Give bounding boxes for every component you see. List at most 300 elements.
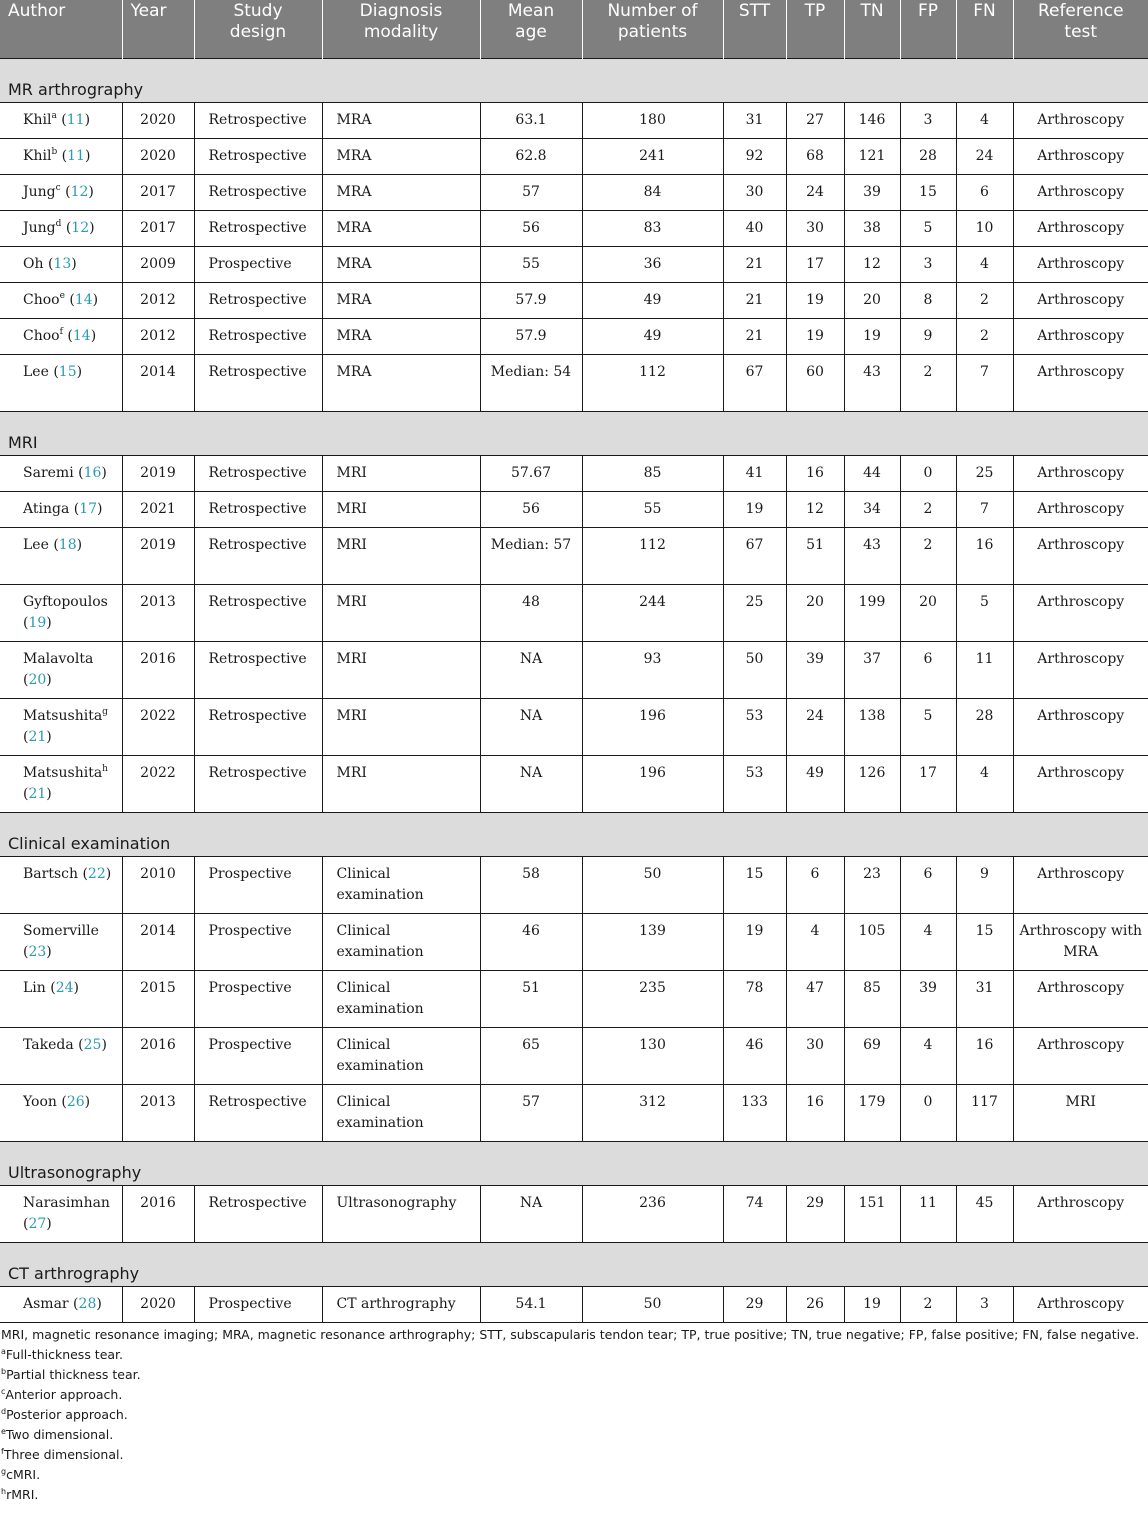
cell-tp: 4 [786, 913, 844, 970]
cell-year: 2019 [122, 455, 194, 491]
cell-fn: 4 [956, 246, 1013, 282]
author-name: Malavolta [23, 650, 94, 667]
author-name: Yoon [23, 1093, 57, 1110]
cell-reference-test: Arthroscopy [1013, 102, 1148, 138]
cell-diagnosis-modality: MRI [322, 698, 480, 755]
cell-author: Jung$^d$ (12) [0, 210, 122, 246]
cell-stt: 67 [723, 354, 786, 411]
cell-author: Atinga (17) [0, 491, 122, 527]
author-name: Bartsch [23, 865, 78, 882]
cell-fp: 28 [900, 138, 956, 174]
cell-stt: 19 [723, 491, 786, 527]
reference-link[interactable]: 21 [28, 785, 47, 802]
cell-reference-test: Arthroscopy [1013, 584, 1148, 641]
cell-number-of-patients: 49 [582, 282, 723, 318]
cell-diagnosis-modality: MRA [322, 102, 480, 138]
cell-diagnosis-modality: Clinical examination [322, 1084, 480, 1141]
cell-mean-age: NA [480, 1185, 582, 1242]
cell-fn: 6 [956, 174, 1013, 210]
reference-link[interactable]: 25 [83, 1036, 102, 1053]
cell-mean-age: 62.8 [480, 138, 582, 174]
section-row [0, 58, 1148, 102]
cell-year: 2016 [122, 1185, 194, 1242]
author-name: Somerville [23, 922, 99, 939]
header-number-of-patients: Number of patients [582, 0, 723, 58]
footnote-mark: h [1, 1486, 7, 1496]
cell-fn: 16 [956, 527, 1013, 584]
reference-link[interactable]: 11 [67, 147, 85, 164]
cell-fn: 5 [956, 584, 1013, 641]
cell-tp: 47 [786, 970, 844, 1027]
cell-stt: 40 [723, 210, 786, 246]
header-author: Author [0, 0, 122, 58]
cell-number-of-patients: 235 [582, 970, 723, 1027]
cell-tn: 34 [844, 491, 900, 527]
cell-stt: 21 [723, 282, 786, 318]
cell-mean-age: 55 [480, 246, 582, 282]
cell-stt: 21 [723, 318, 786, 354]
cell-tn: 19 [844, 1286, 900, 1322]
cell-mean-age: 48 [480, 584, 582, 641]
cell-author: Choo$^e$ (14) [0, 282, 122, 318]
table-row [0, 455, 1148, 491]
table-row [0, 318, 1148, 354]
cell-tn: 151 [844, 1185, 900, 1242]
cell-year: 2012 [122, 318, 194, 354]
header-stt: STT [723, 0, 786, 58]
cell-reference-test: Arthroscopy [1013, 138, 1148, 174]
cell-tn: 44 [844, 455, 900, 491]
cell-tn: 69 [844, 1027, 900, 1084]
footnote-marker: g [102, 706, 108, 717]
cell-tp: 49 [786, 755, 844, 812]
cell-tp: 27 [786, 102, 844, 138]
cell-fp: 2 [900, 491, 956, 527]
cell-fp: 0 [900, 455, 956, 491]
cell-diagnosis-modality: MRI [322, 755, 480, 812]
cell-study-design: Retrospective [194, 1084, 322, 1141]
cell-fp: 4 [900, 1027, 956, 1084]
footnote-mark: a [1, 1346, 6, 1356]
table-row [0, 102, 1148, 138]
cell-diagnosis-modality: Clinical examination [322, 1027, 480, 1084]
cell-reference-test: Arthroscopy with MRA [1013, 913, 1148, 970]
cell-study-design: Retrospective [194, 210, 322, 246]
cell-mean-age: 56 [480, 491, 582, 527]
cell-tn: 38 [844, 210, 900, 246]
cell-diagnosis-modality: MRA [322, 354, 480, 411]
reference-link[interactable]: 24 [55, 979, 74, 996]
cell-stt: 50 [723, 641, 786, 698]
cell-tn: 121 [844, 138, 900, 174]
reference-link[interactable]: 14 [72, 327, 91, 344]
cell-study-design: Retrospective [194, 138, 322, 174]
author-name: Choo [23, 291, 60, 308]
cell-stt: 29 [723, 1286, 786, 1322]
section-row [0, 411, 1148, 455]
cell-author: Takeda (25) [0, 1027, 122, 1084]
cell-year: 2020 [122, 138, 194, 174]
cell-stt: 25 [723, 584, 786, 641]
cell-number-of-patients: 112 [582, 527, 723, 584]
cell-number-of-patients: 83 [582, 210, 723, 246]
cell-diagnosis-modality: MRI [322, 491, 480, 527]
cell-fn: 4 [956, 102, 1013, 138]
cell-fn: 7 [956, 491, 1013, 527]
cell-author: Malavolta (20) [0, 641, 122, 698]
table-row [0, 246, 1148, 282]
cell-diagnosis-modality: Clinical examination [322, 856, 480, 913]
footnote-mark: c [1, 1386, 6, 1396]
cell-author: Lee (15) [0, 354, 122, 411]
footnote [1, 1465, 1144, 1485]
reference-link[interactable]: 12 [70, 183, 89, 200]
header-fn: FN [956, 0, 1013, 58]
reference-link[interactable]: 19 [28, 614, 47, 631]
cell-fn: 3 [956, 1286, 1013, 1322]
cell-author: Choo$^f$ (14) [0, 318, 122, 354]
cell-tn: 105 [844, 913, 900, 970]
cell-tn: 39 [844, 174, 900, 210]
footnote-marker: c [55, 182, 61, 193]
reference-link[interactable]: 18 [58, 536, 77, 553]
cell-number-of-patients: 180 [582, 102, 723, 138]
cell-diagnosis-modality: Clinical examination [322, 970, 480, 1027]
cell-author: Matsushita$^g$ (21) [0, 698, 122, 755]
cell-fn: 4 [956, 755, 1013, 812]
cell-study-design: Retrospective [194, 584, 322, 641]
table-row [0, 282, 1148, 318]
cell-diagnosis-modality: MRI [322, 584, 480, 641]
cell-stt: 15 [723, 856, 786, 913]
cell-number-of-patients: 50 [582, 1286, 723, 1322]
cell-stt: 19 [723, 913, 786, 970]
cell-diagnosis-modality: MRA [322, 138, 480, 174]
reference-link[interactable]: 16 [83, 464, 102, 481]
abbreviations-note: MRI, magnetic resonance imaging; MRA, magnetic resonance arthrography; STT, subscapularis tendon tear; TP, true positive; TN, true negative; FP, false positive; FN, false negative. [1, 1326, 1140, 1342]
cell-year: 2013 [122, 584, 194, 641]
cell-reference-test: Arthroscopy [1013, 856, 1148, 913]
cell-tn: 43 [844, 354, 900, 411]
table-row [0, 210, 1148, 246]
cell-fn: 28 [956, 698, 1013, 755]
cell-tp: 20 [786, 584, 844, 641]
cell-diagnosis-modality: MRI [322, 455, 480, 491]
cell-year: 2019 [122, 527, 194, 584]
reference-link[interactable]: 14 [74, 291, 93, 308]
cell-tn: 19 [844, 318, 900, 354]
cell-author: Jung$^c$ (12) [0, 174, 122, 210]
cell-reference-test: Arthroscopy [1013, 174, 1148, 210]
cell-reference-test: Arthroscopy [1013, 527, 1148, 584]
footnote-text: rMRI. [6, 1486, 39, 1502]
cell-mean-age: 56 [480, 210, 582, 246]
footnote-text: Anterior approach. [5, 1386, 123, 1402]
cell-number-of-patients: 241 [582, 138, 723, 174]
cell-fp: 15 [900, 174, 956, 210]
cell-number-of-patients: 84 [582, 174, 723, 210]
header-study-design: Study design [194, 0, 322, 58]
cell-number-of-patients: 49 [582, 318, 723, 354]
cell-study-design: Prospective [194, 1027, 322, 1084]
author-name: Lee [23, 536, 49, 553]
cell-study-design: Retrospective [194, 491, 322, 527]
reference-link[interactable]: 11 [66, 111, 85, 128]
cell-year: 2021 [122, 491, 194, 527]
cell-tp: 16 [786, 1084, 844, 1141]
cell-diagnosis-modality: MRA [322, 282, 480, 318]
cell-author: Lin (24) [0, 970, 122, 1027]
cell-study-design: Retrospective [194, 755, 322, 812]
cell-fp: 17 [900, 755, 956, 812]
cell-reference-test: Arthroscopy [1013, 455, 1148, 491]
cell-stt: 53 [723, 755, 786, 812]
table-row [0, 698, 1148, 755]
section-title: MRI [0, 411, 1148, 455]
cell-reference-test: Arthroscopy [1013, 1185, 1148, 1242]
header-tp: TP [786, 0, 844, 58]
cell-mean-age: 57.9 [480, 282, 582, 318]
cell-tp: 6 [786, 856, 844, 913]
cell-fp: 4 [900, 913, 956, 970]
cell-reference-test: MRI [1013, 1084, 1148, 1141]
cell-stt: 31 [723, 102, 786, 138]
footnote-marker: a [51, 110, 57, 121]
cell-fn: 117 [956, 1084, 1013, 1141]
cell-fn: 9 [956, 856, 1013, 913]
cell-diagnosis-modality: MRI [322, 527, 480, 584]
footnote-text: Two dimensional. [5, 1426, 114, 1442]
cell-mean-age: NA [480, 698, 582, 755]
cell-tn: 126 [844, 755, 900, 812]
cell-fp: 3 [900, 246, 956, 282]
cell-fn: 2 [956, 318, 1013, 354]
cell-author: Somerville (23) [0, 913, 122, 970]
cell-diagnosis-modality: Clinical examination [322, 913, 480, 970]
reference-link[interactable]: 12 [71, 219, 90, 236]
cell-tn: 179 [844, 1084, 900, 1141]
cell-reference-test: Arthroscopy [1013, 698, 1148, 755]
cell-tp: 51 [786, 527, 844, 584]
author-name: Khil [23, 147, 52, 164]
cell-year: 2017 [122, 210, 194, 246]
reference-link[interactable]: 22 [87, 865, 106, 882]
cell-year: 2013 [122, 1084, 194, 1141]
cell-author: Narasimhan (27) [0, 1185, 122, 1242]
footnote-text: Partial thickness tear. [6, 1366, 141, 1382]
cell-reference-test: Arthroscopy [1013, 970, 1148, 1027]
cell-tp: 68 [786, 138, 844, 174]
cell-fn: 31 [956, 970, 1013, 1027]
table-notes [0, 1323, 1148, 1505]
cell-stt: 133 [723, 1084, 786, 1141]
table-row [0, 1027, 1148, 1084]
author-name: Khil [23, 111, 52, 128]
cell-number-of-patients: 85 [582, 455, 723, 491]
cell-tp: 39 [786, 641, 844, 698]
reference-link[interactable]: 27 [28, 1215, 47, 1232]
cell-fp: 39 [900, 970, 956, 1027]
cell-fn: 15 [956, 913, 1013, 970]
cell-study-design: Prospective [194, 970, 322, 1027]
cell-fp: 11 [900, 1185, 956, 1242]
author-name: Matsushita [23, 764, 103, 781]
cell-diagnosis-modality: MRI [322, 641, 480, 698]
author-name: Atinga [23, 500, 70, 517]
cell-diagnosis-modality: MRA [322, 210, 480, 246]
reference-link[interactable]: 15 [58, 363, 77, 380]
cell-mean-age: 57.67 [480, 455, 582, 491]
cell-year: 2022 [122, 698, 194, 755]
table-row [0, 1084, 1148, 1141]
cell-author: Gyftopoulos (19) [0, 584, 122, 641]
author-name: Jung [23, 219, 56, 236]
cell-fn: 10 [956, 210, 1013, 246]
cell-year: 2014 [122, 913, 194, 970]
cell-study-design: Prospective [194, 913, 322, 970]
cell-tp: 19 [786, 318, 844, 354]
cell-fp: 2 [900, 354, 956, 411]
cell-reference-test: Arthroscopy [1013, 210, 1148, 246]
header-fp: FP [900, 0, 956, 58]
reference-link[interactable]: 23 [28, 943, 47, 960]
cell-study-design: Retrospective [194, 1185, 322, 1242]
header-year: Year [122, 0, 194, 58]
cell-year: 2010 [122, 856, 194, 913]
cell-tn: 37 [844, 641, 900, 698]
cell-author: Oh (13) [0, 246, 122, 282]
reference-link[interactable]: 28 [78, 1295, 97, 1312]
table-row [0, 970, 1148, 1027]
cell-study-design: Retrospective [194, 282, 322, 318]
cell-author: Matsushita$^h$ (21) [0, 755, 122, 812]
cell-study-design: Retrospective [194, 102, 322, 138]
header-reference-test: Reference test [1013, 0, 1148, 58]
cell-mean-age: NA [480, 641, 582, 698]
table-row [0, 755, 1148, 812]
footnote-marker: e [59, 290, 65, 301]
cell-tn: 138 [844, 698, 900, 755]
footnote-mark: d [1, 1406, 7, 1416]
cell-reference-test: Arthroscopy [1013, 1286, 1148, 1322]
cell-author: Asmar (28) [0, 1286, 122, 1322]
reference-link[interactable]: 17 [79, 500, 98, 517]
cell-number-of-patients: 130 [582, 1027, 723, 1084]
reference-link[interactable]: 21 [28, 728, 47, 745]
cell-study-design: Retrospective [194, 698, 322, 755]
footnote [1, 1405, 1144, 1425]
footnote-mark: g [1, 1466, 7, 1476]
cell-number-of-patients: 112 [582, 354, 723, 411]
footnote-mark: b [1, 1366, 7, 1376]
cell-reference-test: Arthroscopy [1013, 1027, 1148, 1084]
footnote-marker: f [59, 326, 63, 337]
cell-tp: 19 [786, 282, 844, 318]
cell-author: Yoon (26) [0, 1084, 122, 1141]
cell-reference-test: Arthroscopy [1013, 755, 1148, 812]
cell-tp: 24 [786, 174, 844, 210]
footnote [1, 1385, 1144, 1405]
cell-diagnosis-modality: CT arthrography [322, 1286, 480, 1322]
cell-stt: 74 [723, 1185, 786, 1242]
cell-mean-age: 57 [480, 174, 582, 210]
cell-year: 2020 [122, 1286, 194, 1322]
cell-number-of-patients: 196 [582, 755, 723, 812]
footnote [1, 1425, 1144, 1445]
cell-tp: 60 [786, 354, 844, 411]
section-title: Clinical examination [0, 812, 1148, 856]
cell-stt: 21 [723, 246, 786, 282]
table-row [0, 174, 1148, 210]
reference-link[interactable]: 13 [53, 255, 72, 272]
cell-fp: 9 [900, 318, 956, 354]
cell-mean-age: 57.9 [480, 318, 582, 354]
cell-mean-age: NA [480, 755, 582, 812]
author-name: Choo [23, 327, 60, 344]
author-name: Takeda [23, 1036, 74, 1053]
cell-fp: 3 [900, 102, 956, 138]
cell-reference-test: Arthroscopy [1013, 491, 1148, 527]
author-name: Lee [23, 363, 49, 380]
cell-study-design: Prospective [194, 856, 322, 913]
author-name: Gyftopoulos [23, 593, 108, 610]
cell-fp: 0 [900, 1084, 956, 1141]
cell-diagnosis-modality: MRA [322, 246, 480, 282]
footnote-text: Full-thickness tear. [5, 1346, 124, 1362]
cell-tp: 17 [786, 246, 844, 282]
cell-fp: 8 [900, 282, 956, 318]
footnote-marker: b [51, 146, 58, 157]
cell-diagnosis-modality: MRA [322, 174, 480, 210]
cell-author: Lee (18) [0, 527, 122, 584]
cell-tn: 20 [844, 282, 900, 318]
table-row [0, 354, 1148, 411]
cell-mean-age: 51 [480, 970, 582, 1027]
cell-mean-age: 46 [480, 913, 582, 970]
footnote-text: cMRI. [6, 1466, 41, 1482]
cell-number-of-patients: 50 [582, 856, 723, 913]
cell-year: 2015 [122, 970, 194, 1027]
cell-fn: 11 [956, 641, 1013, 698]
cell-year: 2020 [122, 102, 194, 138]
cell-year: 2014 [122, 354, 194, 411]
author-name: Jung [23, 183, 56, 200]
cell-study-design: Prospective [194, 1286, 322, 1322]
cell-diagnosis-modality: Ultrasonography [322, 1185, 480, 1242]
cell-number-of-patients: 55 [582, 491, 723, 527]
cell-year: 2016 [122, 1027, 194, 1084]
cell-reference-test: Arthroscopy [1013, 354, 1148, 411]
cell-reference-test: Arthroscopy [1013, 282, 1148, 318]
cell-stt: 41 [723, 455, 786, 491]
cell-stt: 46 [723, 1027, 786, 1084]
table-row [0, 527, 1148, 584]
cell-tn: 199 [844, 584, 900, 641]
footnote-text: Three dimensional. [3, 1446, 124, 1462]
cell-tn: 43 [844, 527, 900, 584]
footnote [1, 1365, 1144, 1385]
cell-year: 2009 [122, 246, 194, 282]
reference-link[interactable]: 20 [28, 671, 47, 688]
cell-mean-age: 58 [480, 856, 582, 913]
cell-fn: 2 [956, 282, 1013, 318]
cell-tp: 30 [786, 210, 844, 246]
section-row [0, 1242, 1148, 1286]
footnote-list [1, 1345, 1144, 1505]
footnote [1, 1445, 1144, 1465]
table-row [0, 1185, 1148, 1242]
reference-link[interactable]: 26 [66, 1093, 85, 1110]
